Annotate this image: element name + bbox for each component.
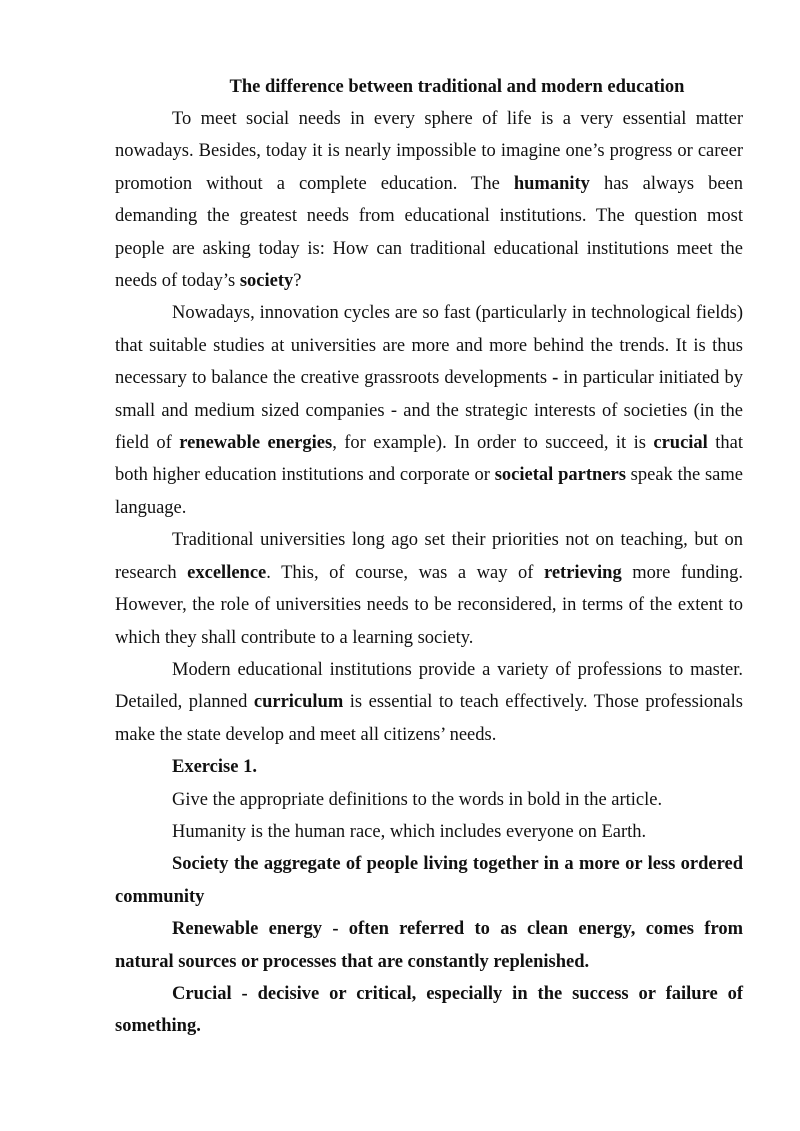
paragraph-innovation: [115, 297, 743, 524]
text-run: ?: [293, 271, 302, 292]
exercise-heading: Exercise 1.: [172, 757, 257, 778]
text-run: . This, of course, was a way of: [266, 562, 544, 583]
definition-society: Society the aggregate of people living together in a more or less ordered community: [115, 854, 743, 907]
definition-renewable-energy: Renewable energy - often referred to as clean energy, comes from natural sources or processes that are constantly replenished.: [115, 919, 743, 972]
text-run: Traditional universities long ago set their priorities not on teaching, but on research: [115, 530, 743, 583]
text-run: Nowadays, innovation cycles are so fast (particularly in technological fields) that suitable studies at universities are more and more behind the trends. It is thus necessary to balance the creative grassroots developments: [115, 303, 743, 389]
paragraph-intro: [115, 103, 743, 297]
bold-term-excellence: excellence: [187, 562, 267, 583]
paragraph-modern: [115, 654, 743, 751]
exercise-instruction: Give the appropriate definitions to the words in bold in the article.: [172, 789, 663, 810]
text-run: , for example). In order to succeed, it is: [332, 433, 654, 454]
bold-term-renewable-energies: renewable energies: [179, 433, 333, 454]
text-run: Modern educational institutions provide a variety of professions to master. Detailed, planned: [115, 659, 743, 713]
text-run: that both higher education institutions and corporate or: [115, 433, 743, 486]
document-title: The difference between traditional and modern education: [229, 77, 685, 97]
bold-term-humanity: humanity: [513, 173, 590, 194]
document-page: [115, 72, 743, 1043]
bold-term-crucial: crucial: [653, 433, 708, 454]
text-run: more funding. However, the role of universities needs to be reconsidered, in terms of the extent to which they shall contribute to a learning society.: [115, 562, 743, 648]
paragraph-traditional: [115, 524, 743, 654]
bold-term-retrieving: retrieving: [543, 562, 622, 583]
bold-term-society: society: [239, 271, 294, 292]
text-run: has always been demanding the greatest needs from educational institutions. The question most people are asking today is: How can traditional educational institutions meet the needs of today’s: [115, 173, 743, 292]
bold-term-curriculum: curriculum: [253, 692, 344, 713]
definition-crucial: Crucial - decisive or critical, especially in the success or failure of something.: [115, 983, 743, 1037]
text-run: speak the same language.: [115, 465, 743, 518]
bold-dash: -: [552, 368, 559, 389]
text-run: To meet social needs in every sphere of life is a very essential matter nowadays. Besides, today it is nearly impossible to imagine one’s progress or career promotion without a complete education. The: [115, 109, 743, 194]
text-run: is essential to teach effectively. Those professionals make the state develop and meet all citizens’ needs.: [115, 692, 743, 745]
text-run: in particular initiated by small and medium sized companies - and the strategic interests of societies (in the field of: [115, 368, 743, 454]
bold-term-societal-partners: societal partners: [494, 465, 626, 486]
definition-humanity: Humanity is the human race, which includes everyone on Earth.: [172, 821, 647, 842]
